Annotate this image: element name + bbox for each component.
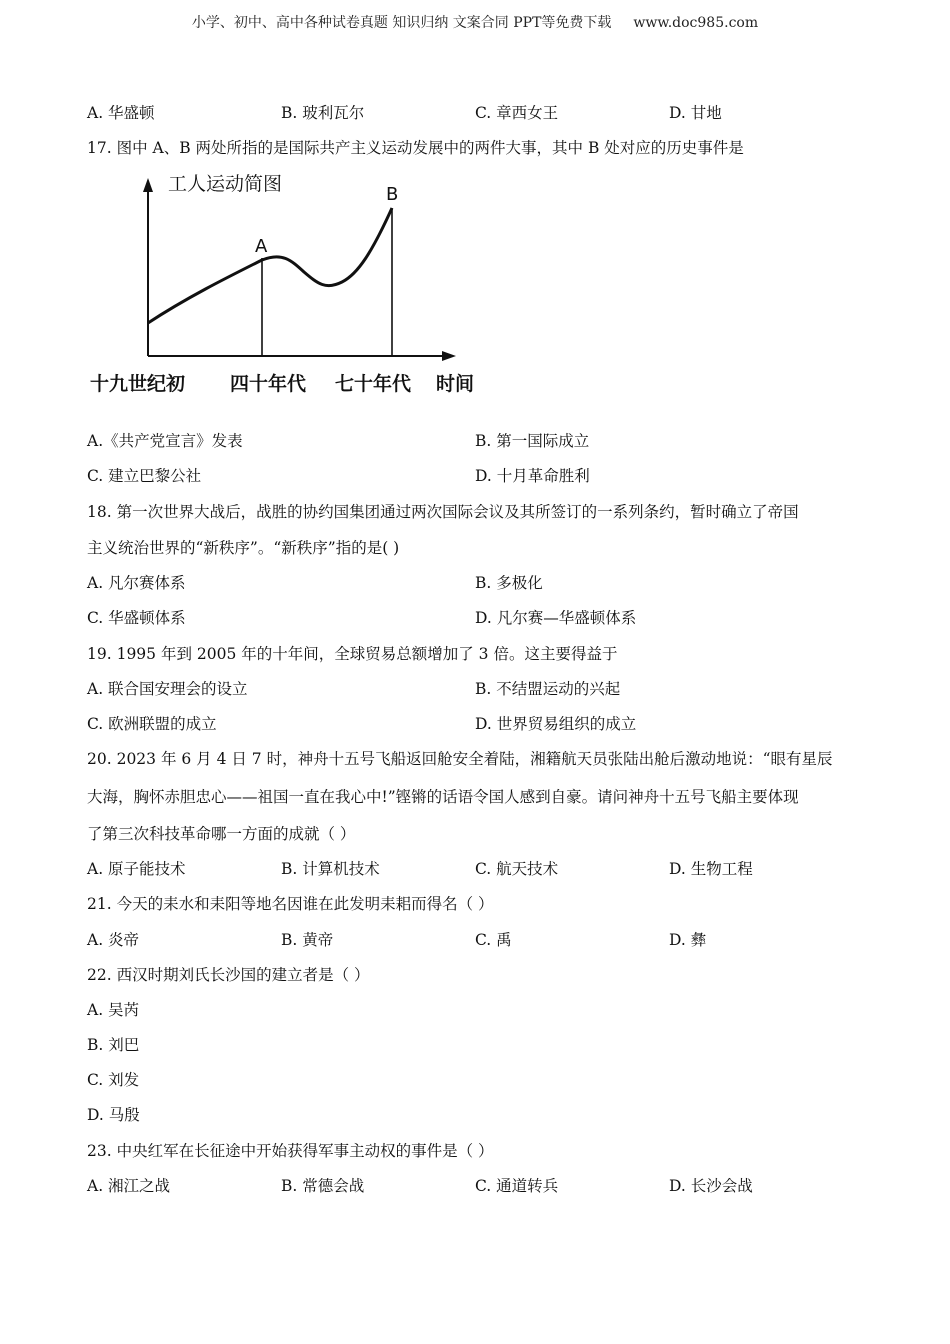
q21-stem: 21. 今天的耒水和耒阳等地名因谁在此发明耒耜而得名（ ） bbox=[87, 895, 494, 913]
q16-option-b: B. 玻利瓦尔 bbox=[281, 104, 365, 122]
q22-option-a: A. 吴芮 bbox=[87, 1001, 140, 1019]
q17-option-a: A.《共产党宣言》发表 bbox=[87, 432, 243, 450]
q20-option-d: D. 生物工程 bbox=[669, 860, 753, 878]
point-b-label: B bbox=[386, 184, 399, 205]
q20-option-b: B. 计算机技术 bbox=[281, 860, 380, 878]
header-text: 小学、初中、高中各种试卷真题 知识归纳 文案合同 PPT等免费下载 bbox=[191, 15, 612, 31]
q23-option-b: B. 常德会战 bbox=[281, 1177, 365, 1195]
x-label-seventies: 七十年代 bbox=[335, 373, 412, 395]
y-axis-arrow bbox=[143, 178, 153, 192]
q20-option-a: A. 原子能技术 bbox=[87, 860, 186, 878]
figure-title: 工人运动简图 bbox=[168, 173, 283, 195]
q23-option-a: A. 湘江之战 bbox=[87, 1177, 171, 1195]
q19-option-c: C. 欧洲联盟的成立 bbox=[87, 715, 217, 733]
q23-option-c: C. 通道转兵 bbox=[475, 1177, 559, 1195]
q19-option-a: A. 联合国安理会的设立 bbox=[87, 680, 248, 698]
q22-option-b: B. 刘巴 bbox=[87, 1036, 140, 1054]
q21-option-c: C. 禹 bbox=[475, 931, 512, 949]
header-site: www.doc985.com bbox=[633, 15, 759, 31]
x-label-forties: 四十年代 bbox=[230, 373, 307, 395]
q17-option-b: B. 第一国际成立 bbox=[475, 432, 590, 450]
q18-option-b: B. 多极化 bbox=[475, 574, 543, 592]
q16-option-c: C. 章西女王 bbox=[475, 104, 559, 122]
q19-stem: 19. 1995 年到 2005 年的十年间，全球贸易总额增加了 3 倍。这主要得益于 bbox=[87, 645, 618, 663]
x-label-start: 十九世纪初 bbox=[90, 373, 186, 395]
q23-stem: 23. 中央红军在长征途中开始获得军事主动权的事件是（ ） bbox=[87, 1142, 494, 1160]
q20-stem-line3: 了第三次科技革命哪一方面的成就（ ） bbox=[87, 825, 356, 843]
x-axis-arrow bbox=[442, 351, 456, 361]
q21-option-b: B. 黄帝 bbox=[281, 931, 334, 949]
q17-option-c: C. 建立巴黎公社 bbox=[87, 467, 202, 485]
q16-option-a: A. 华盛顿 bbox=[87, 104, 155, 122]
point-a-label: A bbox=[255, 236, 268, 257]
page-header bbox=[0, 12, 950, 32]
q20-option-c: C. 航天技术 bbox=[475, 860, 559, 878]
q18-option-a: A. 凡尔赛体系 bbox=[87, 574, 186, 592]
movement-curve bbox=[148, 208, 392, 323]
q18-stem-line1: 18. 第一次世界大战后，战胜的协约国集团通过两次国际会议及其所签订的一系列条约，暂时确立了帝国 bbox=[87, 503, 799, 521]
q20-stem-line2: 大海，胸怀赤胆忠心——祖国一直在我心中!”铿锵的话语令国人感到自豪。请问神舟十五号飞船主要体现 bbox=[87, 788, 799, 806]
q22-option-c: C. 刘发 bbox=[87, 1071, 140, 1089]
q17-figure bbox=[86, 170, 486, 400]
q23-option-d: D. 长沙会战 bbox=[669, 1177, 753, 1195]
worker-movement-diagram bbox=[86, 170, 486, 400]
q19-option-d: D. 世界贸易组织的成立 bbox=[475, 715, 637, 733]
q22-option-d: D. 马殷 bbox=[87, 1106, 140, 1124]
q22-stem: 22. 西汉时期刘氏长沙国的建立者是（ ） bbox=[87, 966, 370, 984]
q20-stem-line1: 20. 2023 年 6 月 4 日 7 时，神舟十五号飞船返回舱安全着陆，湘籍航天员张陆出舱后激动地说：“眼有星辰 bbox=[87, 750, 833, 768]
q17-stem: 17. 图中 A、B 两处所指的是国际共产主义运动发展中的两件大事，其中 B 处对应的历史事件是 bbox=[87, 139, 744, 157]
q21-option-d: D. 彝 bbox=[669, 931, 707, 949]
q18-option-d: D. 凡尔赛—华盛顿体系 bbox=[475, 609, 637, 627]
q21-option-a: A. 炎帝 bbox=[87, 931, 140, 949]
q16-option-d: D. 甘地 bbox=[669, 104, 722, 122]
x-label-time: 时间 bbox=[436, 373, 475, 395]
q19-option-b: B. 不结盟运动的兴起 bbox=[475, 680, 621, 698]
q18-option-c: C. 华盛顿体系 bbox=[87, 609, 186, 627]
q17-option-d: D. 十月革命胜利 bbox=[475, 467, 590, 485]
q18-stem-line2: 主义统治世界的“新秩序”。“新秩序”指的是( ) bbox=[87, 539, 400, 557]
